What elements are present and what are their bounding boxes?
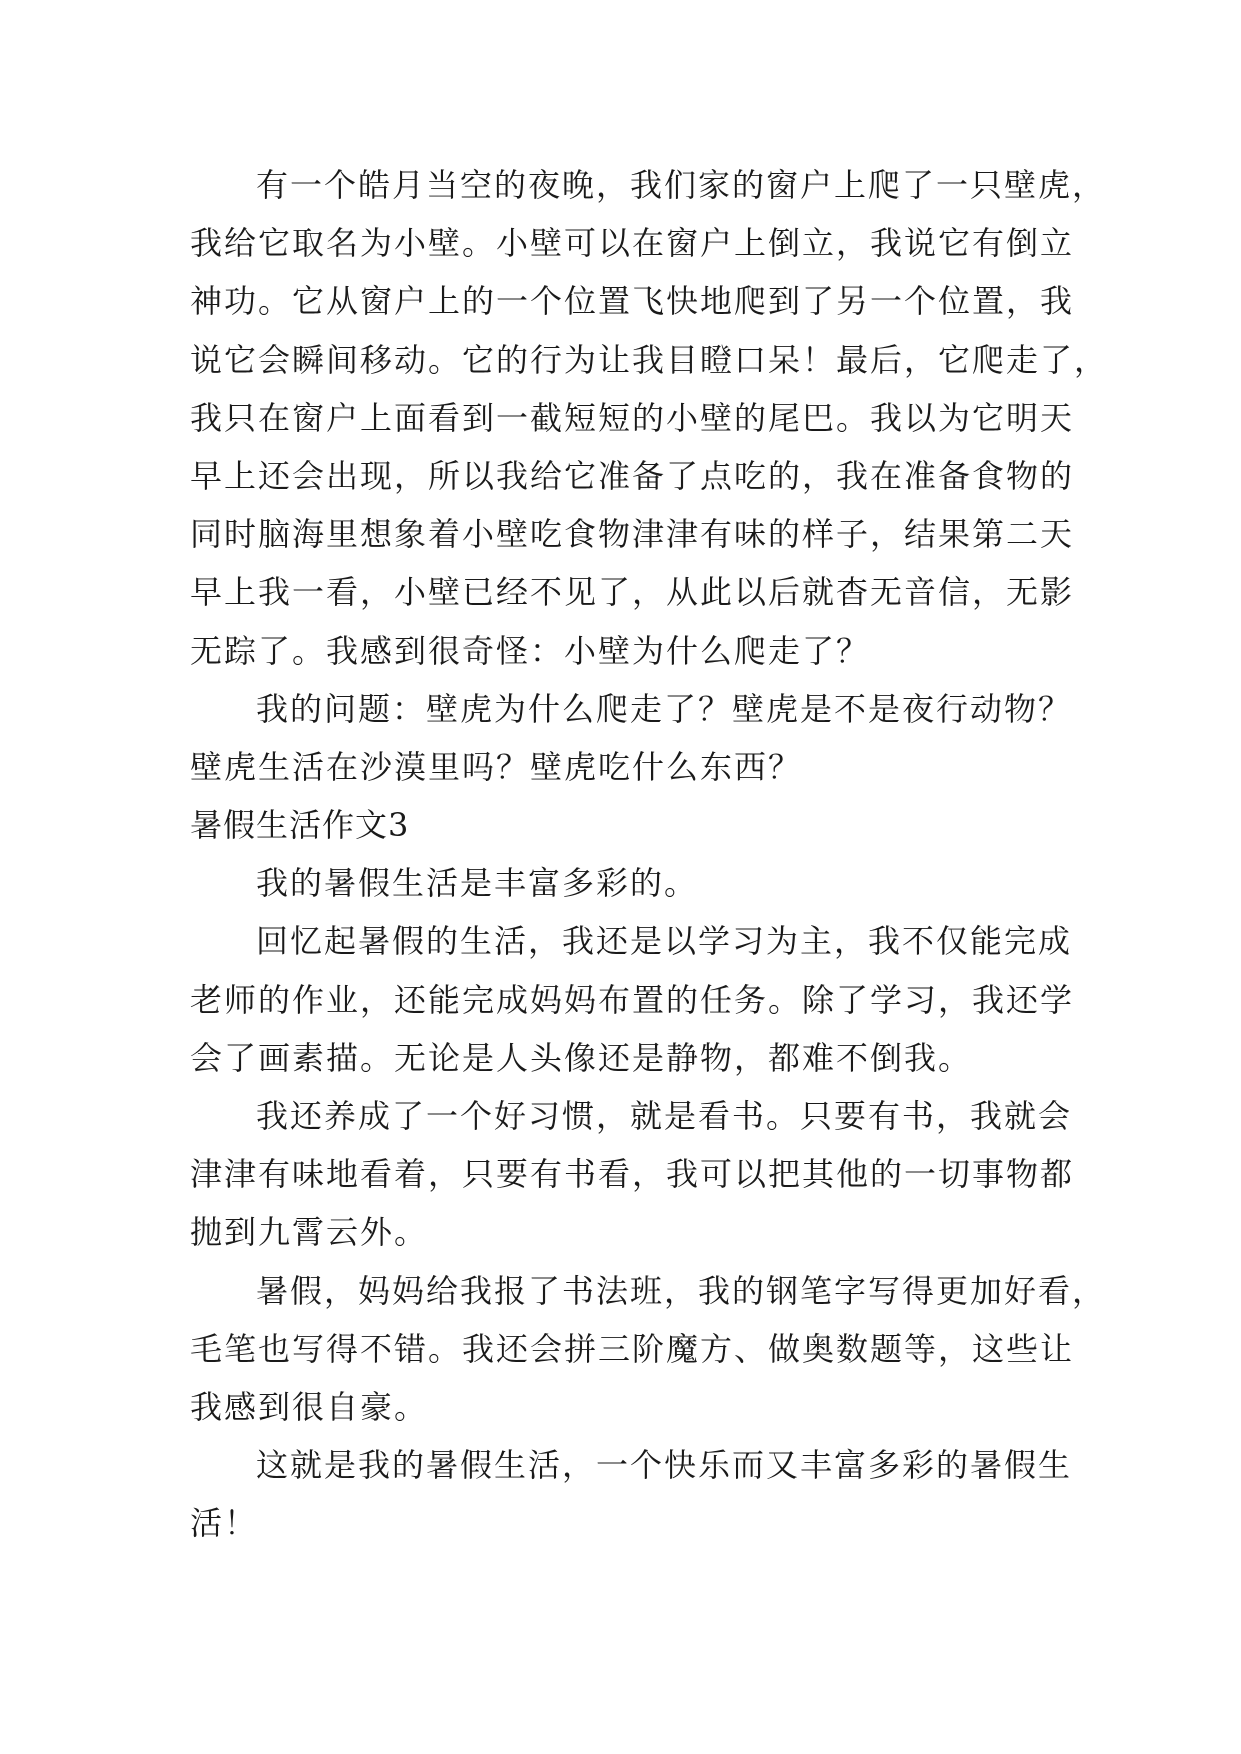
paragraph-line: 有一个皓月当空的夜晚，我们家的窗户上爬了一只壁虎，	[256, 166, 1107, 204]
paragraph-line: 回忆起暑假的生活，我还是以学习为主，我不仅能完成	[256, 922, 1073, 961]
paragraph-line: 活！	[190, 1504, 259, 1543]
paragraph-line: 我只在窗户上面看到一截短短的小壁的尾巴。我以为它明天	[190, 398, 1075, 437]
paragraph-line: 我感到很自豪。	[190, 1387, 429, 1426]
paragraph-line: 无踪了。我感到很奇怪：小壁为什么爬走了？	[190, 631, 871, 670]
paragraph-line: 我的暑假生活是丰富多彩的。	[256, 864, 699, 903]
paragraph-line: 抛到九霄云外。	[190, 1213, 429, 1252]
document-body	[190, 156, 1109, 1553]
paragraph-line: 这就是我的暑假生活，一个快乐而又丰富多彩的暑假生	[256, 1446, 1073, 1485]
paragraph-line: 壁虎生活在沙漠里吗？壁虎吃什么东西？	[190, 747, 803, 786]
paragraph-line: 早上还会出现，所以我给它准备了点吃的，我在准备食物的	[190, 456, 1075, 495]
section-heading: 暑假生活作文3	[190, 806, 410, 845]
paragraph-line: 津津有味地看着，只要有书看，我可以把其他的一切事物都	[190, 1155, 1075, 1194]
paragraph-line: 暑假，妈妈给我报了书法班，我的钢笔字写得更加好看，	[256, 1271, 1107, 1310]
paragraph-line: 毛笔也写得不错。我还会拼三阶魔方、做奥数题等，这些让	[190, 1329, 1075, 1368]
paragraph-line: 神功。它从窗户上的一个位置飞快地爬到了另一个位置，我	[190, 282, 1075, 321]
paragraph-line: 我还养成了一个好习惯，就是看书。只要有书，我就会	[256, 1097, 1073, 1135]
paragraph-line: 说它会瞬间移动。它的行为让我目瞪口呆！最后，它爬走了，	[190, 340, 1109, 379]
paragraph-line: 我的问题：壁虎为什么爬走了？壁虎是不是夜行动物？	[256, 689, 1073, 728]
paragraph-line: 同时脑海里想象着小壁吃食物津津有味的样子，结果第二天	[190, 515, 1075, 554]
paragraph-line: 早上我一看，小壁已经不见了，从此以后就杳无音信，无影	[190, 573, 1075, 612]
paragraph-line: 老师的作业，还能完成妈妈布置的任务。除了学习，我还学	[190, 980, 1075, 1019]
paragraph-line: 会了画素描。无论是人头像还是静物，都难不倒我。	[190, 1038, 973, 1077]
paragraph-line: 我给它取名为小壁。小壁可以在窗户上倒立，我说它有倒立	[190, 224, 1075, 263]
